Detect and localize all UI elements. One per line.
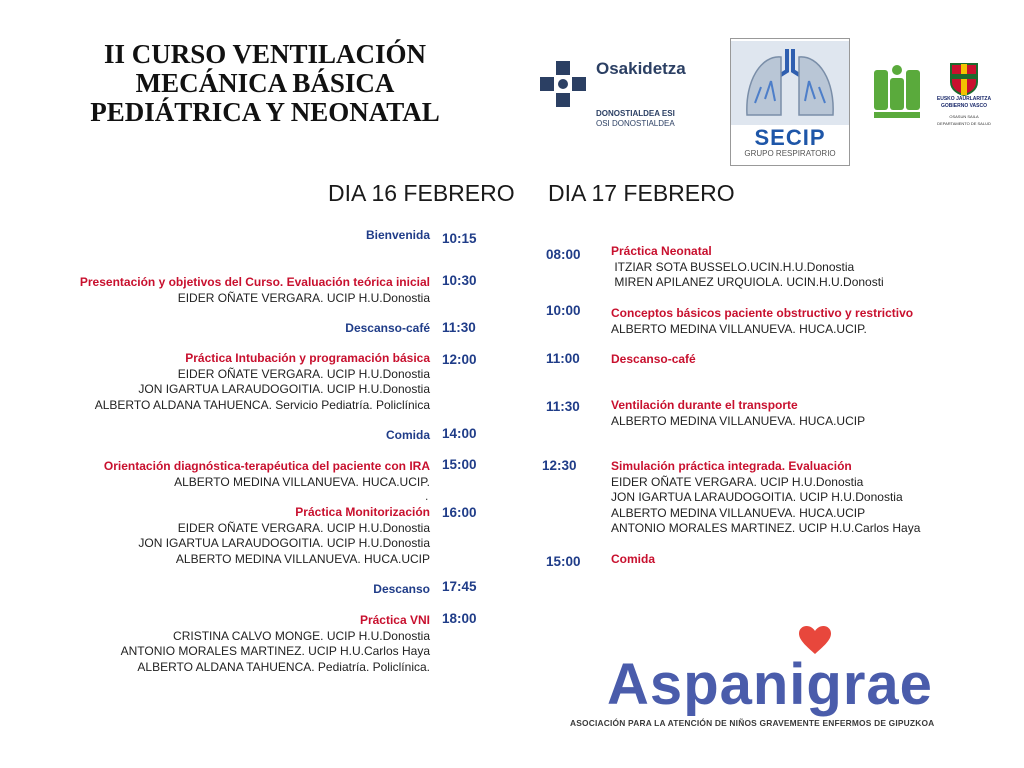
day2-entry-conceptos <box>611 306 1011 337</box>
day2-entry-simulacion <box>611 459 1011 537</box>
entry-title: Simulación práctica integrada. Evaluación <box>611 459 852 473</box>
aspanigrae-name: Aspanigrae <box>607 652 933 717</box>
entry-title: Conceptos básicos paciente obstructivo y restrictivo <box>611 306 914 320</box>
day1-heading: DIA 16 FEBRERO <box>328 180 515 206</box>
day1-time-8: 17:45 <box>442 579 477 594</box>
coat-of-arms-icon <box>935 60 993 96</box>
entry-title: Descanso-café <box>345 321 430 335</box>
entry-speaker: ALBERTO MEDINA VILLANUEVA. HUCA.UCIP <box>175 551 430 566</box>
day1-time-1: 10:15 <box>442 231 477 246</box>
entry-speaker: EIDER OÑATE VERGARA. UCIP H.U.Donostia <box>177 366 430 381</box>
course-title-line-1: II CURSO VENTILACIÓN <box>103 39 427 69</box>
day2-entry-practica-neonatal <box>611 244 1011 291</box>
osakidetza-name: Osakidetza <box>596 59 686 78</box>
entry-speaker: EIDER OÑATE VERGARA. UCIP H.U.Donostia <box>611 474 864 489</box>
gobierno-line-1: EUSKO JAURLARITZA <box>936 96 992 102</box>
day2-time-2: 10:00 <box>546 303 581 318</box>
day1-time-3: 11:30 <box>442 320 476 335</box>
course-title-line-3: PEDIÁTRICA Y NEONATAL <box>90 97 440 127</box>
gobierno-line-3: OSASUN SAILA <box>949 114 979 119</box>
aspanigrae-logo <box>570 625 1010 735</box>
gobierno-line-2: GOBIERNO VASCO <box>940 103 988 109</box>
day2-time-6: 15:00 <box>546 554 581 569</box>
foundation-green-logo <box>872 60 922 122</box>
entry-speaker: MIREN APILANEZ URQUIOLA. UCIN.H.U.Donosti <box>611 275 884 289</box>
entry-title: Descanso <box>373 582 430 596</box>
entry-speaker: CRISTINA CALVO MONGE. UCIP H.U.Donostia <box>173 628 430 643</box>
day2-entry-descanso-cafe <box>611 352 1011 368</box>
osakidetza-sub-2: OSI DONOSTIALDEA <box>596 119 675 128</box>
aspanigrae-subtitle: ASOCIACIÓN PARA LA ATENCIÓN DE NIÑOS GRAVEMENTE ENFERMOS DE GIPUZKOA <box>570 718 935 728</box>
entry-title: Descanso-café <box>611 352 696 366</box>
day2-entry-comida <box>611 552 1011 568</box>
entry-title: Orientación diagnóstica-terapéutica del paciente con IRA <box>103 459 430 473</box>
osakidetza-logo <box>540 55 700 135</box>
entry-title: Práctica Monitorización <box>295 505 430 519</box>
day1-time-7: 16:00 <box>442 505 477 520</box>
entry-title: Comida <box>611 552 656 566</box>
lungs-icon <box>731 41 849 125</box>
entry-speaker: JON IGARTUA LARAUDOGOITIA. UCIP H.U.Donostia <box>138 536 430 550</box>
day1-time-2: 10:30 <box>442 273 477 288</box>
course-title <box>40 40 490 127</box>
entry-speaker: ITZIAR SOTA BUSSELO.UCIN.H.U.Donostia <box>611 259 855 274</box>
day1-time-5: 14:00 <box>442 426 477 441</box>
day2-time-5: 12:30 <box>542 458 577 473</box>
entry-speaker: ALBERTO ALDANA TAHUENCA. Pediatría. Policlínica. <box>137 659 430 674</box>
gobierno-line-4: DEPARTAMENTO DE SALUD <box>937 121 991 126</box>
entry-speaker: ANTONIO MORALES MARTINEZ. UCIP H.U.Carlos Haya <box>120 644 430 658</box>
entry-speaker: ANTONIO MORALES MARTINEZ. UCIP H.U.Carlos Haya <box>611 521 921 535</box>
course-title-line-2: MECÁNICA BÁSICA <box>135 68 395 98</box>
entry-title: Práctica Neonatal <box>611 244 712 258</box>
entry-title: Práctica Intubación y programación básica <box>185 351 430 365</box>
day2-time-1: 08:00 <box>546 247 581 262</box>
entry-title: Presentación y objetivos del Curso. Evaluación teórica inicial <box>79 275 430 289</box>
osakidetza-cross-icon <box>540 61 586 107</box>
day1-time-4: 12:00 <box>442 352 477 367</box>
entry-title: Ventilación durante el transporte <box>611 398 798 412</box>
gobierno-vasco-logo <box>935 60 993 132</box>
secip-name: SECIP <box>754 125 826 150</box>
entry-speaker: JON IGARTUA LARAUDOGOITIA. UCIP H.U.Donostia <box>611 490 903 504</box>
entry-title: Práctica VNI <box>359 613 430 627</box>
entry-speaker: ALBERTO MEDINA VILLANUEVA. HUCA.UCIP <box>611 413 866 428</box>
entry-speaker: EIDER OÑATE VERGARA. UCIP H.U.Donostia <box>177 520 430 535</box>
entry-speaker: ALBERTO MEDINA VILLANUEVA. HUCA.UCIP. <box>611 321 867 336</box>
entry-title: Comida <box>385 428 430 442</box>
osakidetza-sub-1: DONOSTIALDEA ESI <box>596 109 675 118</box>
entry-speaker: ALBERTO MEDINA VILLANUEVA. HUCA.UCIP. <box>174 474 430 489</box>
day2-entry-transporte <box>611 398 1011 429</box>
stray-dot: . <box>425 489 429 503</box>
day2-time-4: 11:30 <box>546 399 580 414</box>
entry-speaker: EIDER OÑATE VERGARA. UCIP H.U.Donostia <box>177 290 430 305</box>
day2-time-3: 11:00 <box>546 351 580 366</box>
entry-speaker: JON IGARTUA LARAUDOGOITIA. UCIP H.U.Donostia <box>138 382 430 396</box>
day1-time-6: 15:00 <box>442 457 477 472</box>
day2-heading: DIA 17 FEBRERO <box>548 180 735 206</box>
day1-time-9: 18:00 <box>442 611 477 626</box>
secip-logo <box>730 38 850 166</box>
entry-title: Bienvenida <box>365 228 430 242</box>
entry-speaker: ALBERTO ALDANA TAHUENCA. Servicio Pediatría. Policlínica <box>94 397 430 412</box>
entry-speaker: ALBERTO MEDINA VILLANUEVA. HUCA.UCIP <box>611 505 866 520</box>
secip-subtitle: GRUPO RESPIRATORIO <box>744 149 836 158</box>
